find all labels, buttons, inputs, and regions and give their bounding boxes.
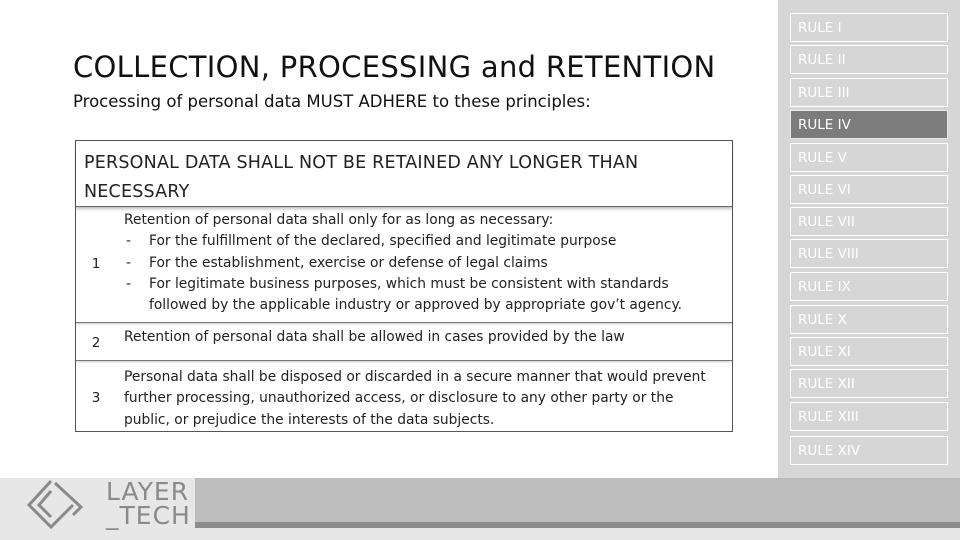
rule-nav-item-8[interactable]: RULE VIII [790, 239, 948, 268]
bullet-dash: - [126, 254, 131, 271]
table-row [76, 324, 732, 361]
rule-nav-item-5[interactable]: RULE V [790, 143, 948, 172]
rule-nav-item-14[interactable]: RULE XIV [790, 436, 948, 465]
panel-heading-line1: PERSONAL DATA SHALL NOT BE RETAINED ANY LONGER THAN [84, 153, 639, 173]
logo-text-layer: LAYER [106, 477, 190, 506]
rule-nav-item-10[interactable]: RULE X [790, 305, 948, 334]
slide-title: COLLECTION, PROCESSING and RETENTION [73, 50, 716, 84]
list-item [124, 231, 720, 252]
rule-nav-item-3[interactable]: RULE III [790, 78, 948, 107]
slide-subtitle: Processing of personal data MUST ADHERE to these principles: [73, 92, 591, 111]
rule-nav-item-1[interactable]: RULE I [790, 13, 948, 42]
row-body [124, 210, 720, 316]
rule-nav-item-9[interactable]: RULE IX [790, 272, 948, 301]
table-row [76, 364, 732, 430]
logo-mark-icon [21, 473, 93, 531]
bullet-text: For the fulfillment of the declared, specified and legitimate purpose [149, 233, 617, 250]
rule-nav-item-4-active[interactable]: RULE IV [790, 110, 948, 139]
row-body: Retention of personal data shall be allowed in cases provided by the law [124, 329, 625, 345]
bullet-text: For the establishment, exercise or defense of legal claims [149, 254, 548, 271]
rule-nav-item-12[interactable]: RULE XII [790, 369, 948, 398]
row-intro: Retention of personal data shall only for as long as necessary: [124, 212, 554, 228]
bullet-dash: - [126, 233, 131, 250]
bullet-list [124, 231, 720, 316]
layer-tech-logo [15, 473, 195, 533]
panel-heading-line2: NECESSARY [84, 182, 190, 202]
rule-nav-item-6[interactable]: RULE VI [790, 175, 948, 204]
row-number: 1 [91, 256, 101, 272]
rule-nav-item-11[interactable]: RULE XI [790, 337, 948, 366]
row-number: 3 [91, 390, 101, 406]
row-body: Personal data shall be disposed or discarded in a secure manner that would prevent further processing, unauthorized access, or disclosure to any other party or the public, or prejudice the interests of the data subjects. [124, 369, 706, 428]
list-item [124, 253, 720, 274]
bullet-dash: - [126, 275, 131, 292]
panel-heading [76, 141, 732, 207]
table-row [76, 208, 732, 323]
list-item [124, 274, 720, 317]
bullet-text: For legitimate business purposes, which must be consistent with standards followed by the applicable industry or approved by appropriate gov’t agency. [149, 275, 683, 314]
logo-text-tech: _TECH [106, 501, 191, 530]
footer-strip [195, 478, 960, 522]
row-number: 2 [91, 335, 101, 351]
footer-line [195, 522, 960, 528]
rule-nav-item-13[interactable]: RULE XIII [790, 402, 948, 431]
rule-nav-item-2[interactable]: RULE II [790, 45, 948, 74]
retention-panel [75, 140, 733, 432]
rule-nav-item-7[interactable]: RULE VII [790, 207, 948, 236]
